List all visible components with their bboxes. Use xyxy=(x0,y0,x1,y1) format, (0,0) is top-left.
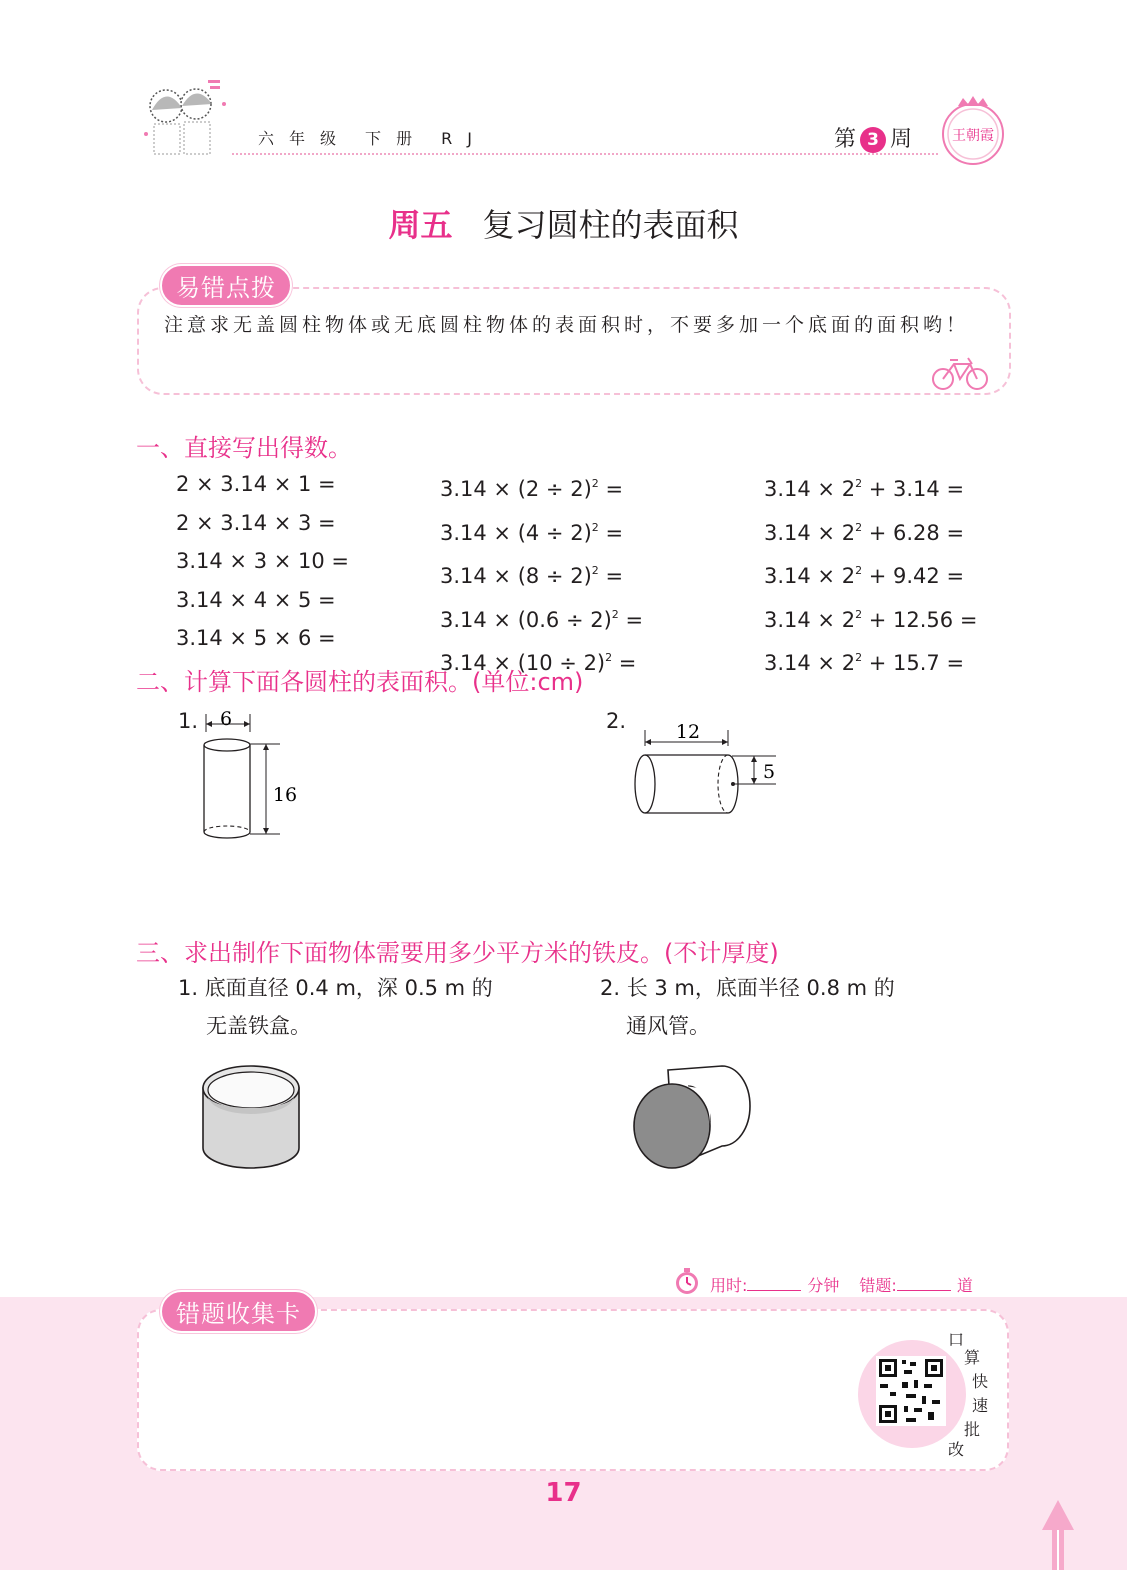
problem3-2-text: 2. 长 3 m，底面半径 0.8 m 的 通风管。 xyxy=(600,976,895,1038)
calc-column-1 xyxy=(176,465,349,658)
horizontal-cylinder-diagram xyxy=(630,718,790,822)
bicycle-icon xyxy=(930,352,990,392)
calc-item: 2 × 3.14 × 3 = xyxy=(176,510,336,535)
calc-item: $3.14 \times 2^2 + 12.56$ = xyxy=(764,607,978,632)
calc-item: 3.14 × 4 × 5 = xyxy=(176,587,336,612)
length-label: 12 xyxy=(675,721,701,743)
problem2-1-label: 1. xyxy=(178,709,199,733)
title-day: 周五 xyxy=(388,206,453,244)
vertical-cylinder-diagram xyxy=(196,704,306,844)
card-badge: 错题收集卡 xyxy=(160,1290,317,1333)
calc-item: $3.14 \times 2^2 + 6.28$ = xyxy=(764,520,965,545)
tip-text: 注意求无盖圆柱物体或无底圆柱物体的表面积时，不要多加一个底面的面积哟！ xyxy=(164,314,970,336)
section2-heading: 二、计算下面各圆柱的表面积。(单位:cm) xyxy=(136,668,584,696)
qr-caption: 口 算 快 速 批 改 xyxy=(948,1330,989,1459)
time-record: 用时: 分钟 错题: 道 xyxy=(710,1276,973,1295)
page-number: 17 xyxy=(545,1478,582,1508)
svg-text:王朝霞: 王朝霞 xyxy=(952,128,994,144)
title-topic: 复习圆柱的表面积 xyxy=(482,206,739,244)
qr-code-icon[interactable] xyxy=(876,1356,946,1426)
calc-column-3 xyxy=(764,465,977,683)
error-blank[interactable] xyxy=(897,1290,951,1291)
time-blank[interactable] xyxy=(747,1290,801,1291)
tip-badge: 易错点拨 xyxy=(160,264,292,307)
problem2-2-label: 2. xyxy=(606,709,627,733)
calc-item: $3.14 \times 2^2 + 9.42$ = xyxy=(764,564,965,588)
calc-item: $3.14 \times 2^2 + 3.14$ = xyxy=(764,477,965,501)
arrow-up-icon xyxy=(1040,1500,1076,1570)
week-label: 第 3 周 xyxy=(834,127,913,152)
calc-item: $3.14 \times 2^2 + 15.7$ = xyxy=(764,651,965,675)
grade-label: 六 年 级 下 册 R J xyxy=(258,129,473,148)
calc-item: $3.14 \times (4 \div 2)^2$ = xyxy=(440,520,624,545)
stopwatch-icon xyxy=(672,1266,702,1296)
author-seal-icon xyxy=(936,94,1010,168)
calc-item: 3.14 × 3 × 10 = xyxy=(176,549,350,573)
vent-pipe-illustration xyxy=(628,1060,762,1172)
height-label: 16 xyxy=(272,784,298,806)
page-title xyxy=(0,200,1127,246)
open-box-illustration xyxy=(196,1048,308,1174)
calc-item: 2 × 3.14 × 1 = xyxy=(176,472,336,496)
section3-heading: 三、求出制作下面物体需要用多少平方米的铁皮。(不计厚度) xyxy=(136,939,779,967)
kids-illustration-icon xyxy=(138,74,233,160)
problem3-1-text: 1. 底面直径 0.4 m，深 0.5 m 的 无盖铁盒。 xyxy=(178,976,493,1038)
calc-item: $3.14 \times (0.6 \div 2)^2$ = xyxy=(440,607,644,632)
radius-label: 5 xyxy=(762,761,776,783)
week-number-badge: 3 xyxy=(860,127,886,153)
calc-item: $3.14 \times (2 \div 2)^2$ = xyxy=(440,477,624,501)
diameter-label: 6 xyxy=(219,708,233,730)
header-divider xyxy=(232,153,938,155)
section1-heading: 一、直接写出得数。 xyxy=(136,434,352,462)
calc-column-2 xyxy=(440,465,643,683)
calc-item: $3.14 \times (10 \div 2)^2$ = xyxy=(440,651,637,675)
calc-item: 3.14 × 5 × 6 = xyxy=(176,626,336,650)
calc-item: $3.14 \times (8 \div 2)^2$ = xyxy=(440,564,624,588)
